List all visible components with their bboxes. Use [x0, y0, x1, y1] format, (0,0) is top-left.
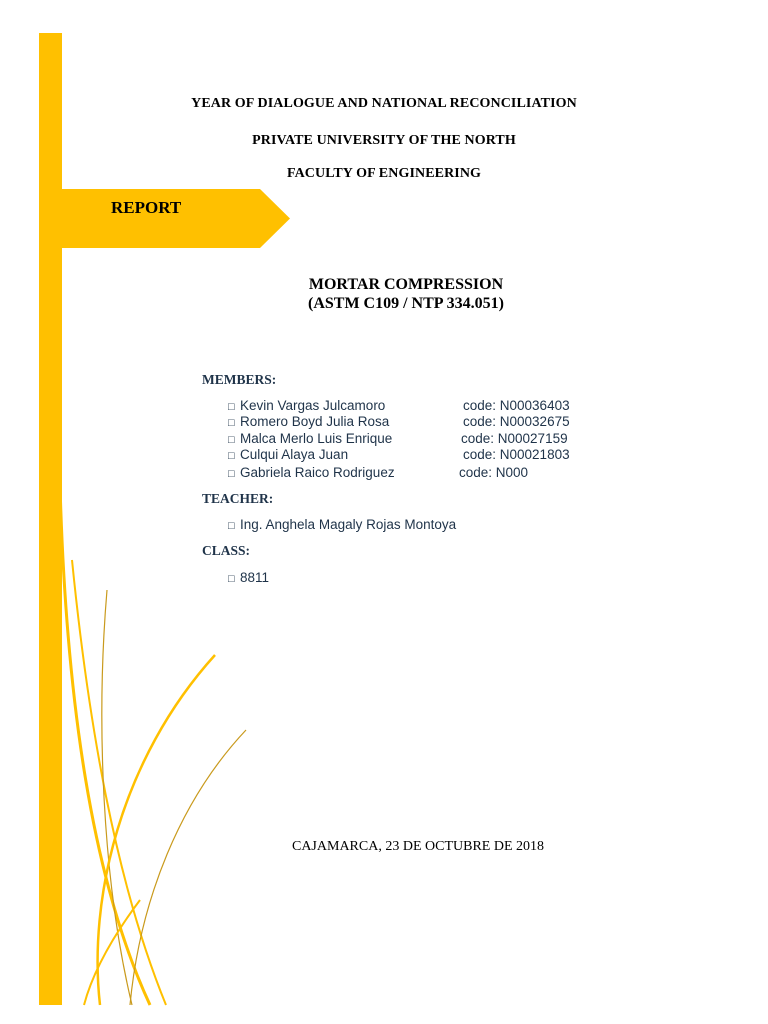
member-code: code: N00036403: [463, 398, 570, 413]
header-line-faculty: FACULTY OF ENGINEERING: [286, 166, 482, 181]
class-heading: CLASS:: [202, 543, 251, 558]
place-date: CAJAMARCA, 23 DE OCTUBRE DE 2018: [291, 839, 544, 854]
member-code: code: N00027159: [461, 431, 568, 446]
report-subtitle: (ASTM C109 / NTP 334.051): [308, 295, 504, 312]
header-line-university: PRIVATE UNIVERSITY OF THE NORTH: [252, 133, 516, 148]
teacher-heading: TEACHER:: [202, 491, 274, 506]
member-name: Malca Merlo Luis Enrique: [240, 431, 393, 446]
member-code: code: N00032675: [463, 414, 570, 429]
checkbox-bullet-icon: □: [228, 434, 235, 446]
members-heading: MEMBERS:: [202, 372, 277, 387]
checkbox-bullet-icon: □: [228, 520, 235, 532]
member-name: Kevin Vargas Julcamoro: [240, 398, 386, 413]
checkbox-bullet-icon: □: [228, 401, 235, 413]
member-code: code: N000: [459, 465, 529, 480]
report-title: MORTAR COMPRESSION: [308, 276, 504, 293]
checkbox-bullet-icon: □: [228, 468, 235, 480]
member-name: Culqui Alaya Juan: [240, 447, 349, 462]
checkbox-bullet-icon: □: [228, 417, 235, 429]
member-item: [228, 465, 395, 480]
header-line-year: YEAR OF DIALOGUE AND NATIONAL RECONCILIATION: [191, 96, 577, 111]
member-code: code: N00021803: [463, 447, 570, 462]
member-item: [228, 414, 389, 429]
checkbox-bullet-icon: □: [228, 573, 235, 585]
member-item: [228, 431, 392, 446]
report-label: REPORT: [111, 198, 182, 217]
member-name: Romero Boyd Julia Rosa: [240, 414, 390, 429]
member-item: [228, 447, 348, 462]
class-item: [228, 570, 269, 585]
teacher-name: Ing. Anghela Magaly Rojas Montoya: [240, 517, 457, 532]
member-name: Gabriela Raico Rodriguez: [240, 465, 395, 480]
member-item: [228, 398, 385, 413]
teacher-item: [228, 517, 456, 532]
checkbox-bullet-icon: □: [228, 450, 235, 462]
class-value: 8811: [240, 570, 270, 585]
